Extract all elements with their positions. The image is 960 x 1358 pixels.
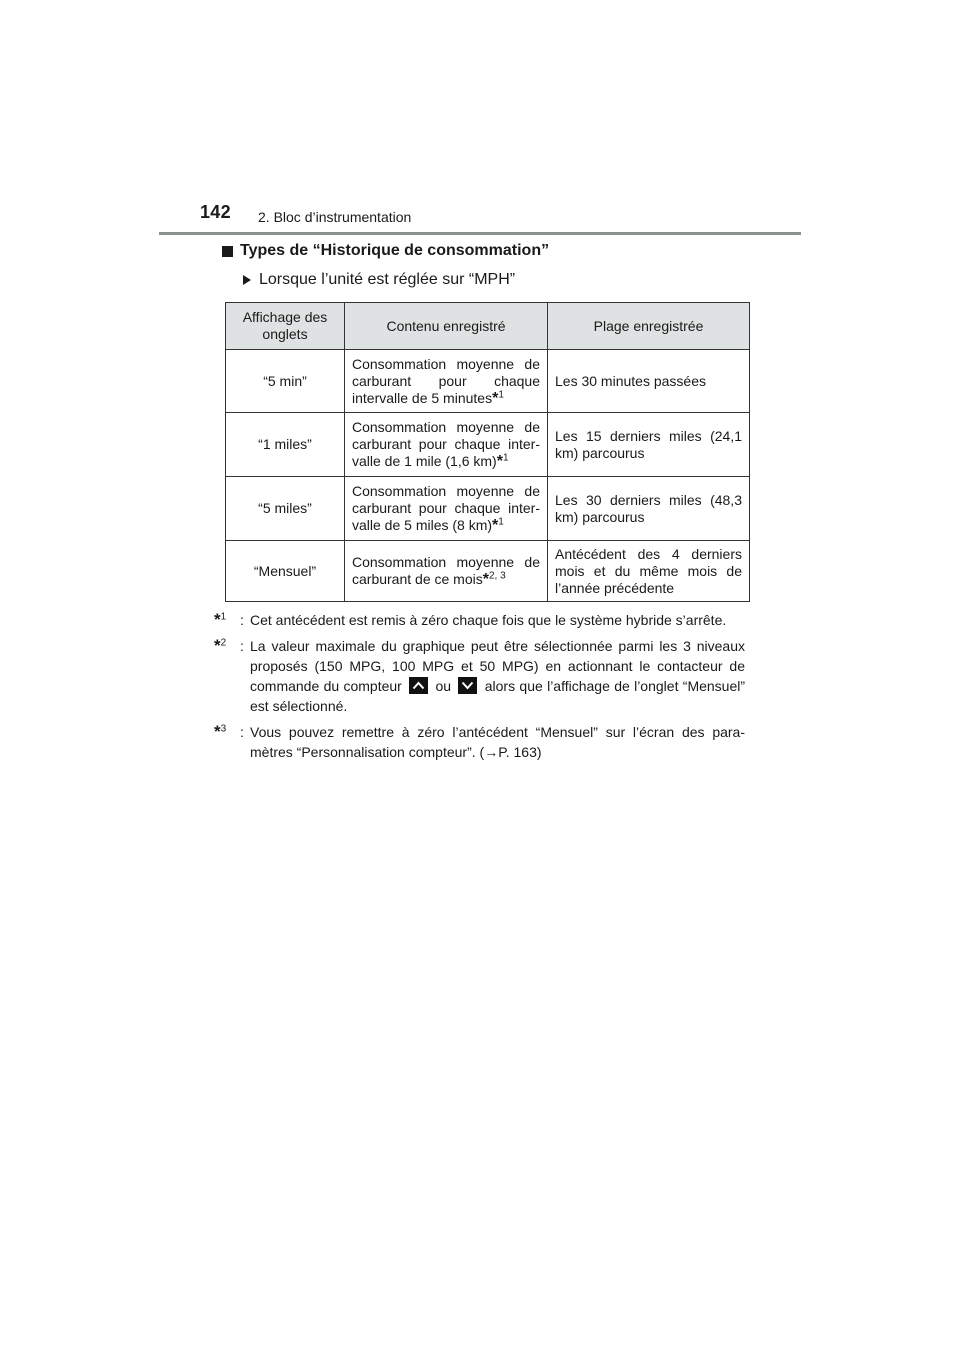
tab-cell: “Mensuel” (226, 541, 345, 602)
footnote-colon: : (240, 724, 244, 740)
tab-cell: “5 min” (226, 350, 345, 413)
content-cell (345, 413, 548, 477)
footnote-marker: *$^2$ (214, 636, 227, 655)
content-cell (345, 350, 548, 413)
footnote-1 (214, 610, 745, 630)
range-cell (548, 413, 750, 477)
footnote-colon: : (240, 612, 244, 628)
footnote-ref: 2, 3 (488, 570, 506, 582)
section-heading (222, 242, 549, 260)
range-cell (548, 541, 750, 602)
footnote-3 (214, 722, 745, 762)
footnote-text: La valeur maximale du graphique peut être sélectionnée parmi les 3 niveaux proposés (150 MPG, 100 MPG et 50 MPG) en actionnant le contacteur de commande du compteur ou alors que l’affichage de l’onglet “Mensuel” est sélectionné. (250, 638, 746, 714)
content-text: Consommation moyenne de carburant pour chaque inter-valle de 5 miles (8 km) (352, 483, 540, 533)
footnotes (214, 610, 745, 768)
footnote-marker: *$^1$ (214, 610, 227, 629)
table-row (226, 350, 750, 413)
footnote-star: * (496, 453, 503, 470)
table-row (226, 477, 750, 541)
footnote-text: Cet antécédent est remis à zéro chaque fois que le système hybride s’arrête. (250, 612, 727, 628)
range-text: Les 30 derniers miles (48,3 km) parcourus (555, 491, 742, 525)
range-text: Antécédent des 4 derniers mois et du même mois de l’année précédente (555, 545, 742, 596)
section-heading-text: Types de “Historique de consommation” (240, 242, 550, 259)
range-cell (548, 477, 750, 541)
header-recorded-content: Contenu enregistré (345, 303, 548, 350)
chevron-down-icon (458, 677, 477, 694)
page-number: 142 (200, 202, 231, 222)
header-divider (159, 232, 801, 235)
chevron-up-icon (409, 677, 428, 694)
square-bullet-icon (222, 246, 233, 257)
sub-heading-text: Lorsque l’unité est réglée sur “MPH” (259, 271, 516, 288)
footnote-ref: 1 (498, 388, 504, 400)
triangle-bullet-icon (243, 275, 251, 285)
range-text: Les 30 minutes passées (555, 372, 706, 389)
content-text: Consommation moyenne de carburant pour chaque intervalle de 5 minutes (352, 355, 540, 406)
content-text: Consommation moyenne de carburant de ce mois (352, 554, 540, 587)
footnote-text: Vous pouvez remettre à zéro l’antécédent “Mensuel” sur l’écran des para-mètres “Personnalisation compteur”. (→P. 163) (250, 724, 745, 760)
content-cell (345, 541, 548, 602)
footnote-star: * (492, 389, 499, 407)
sub-heading (243, 271, 515, 289)
footnote-star: * (492, 517, 499, 534)
footnote-colon: : (240, 638, 244, 654)
arrow-icon: → (484, 744, 499, 760)
header-recorded-range: Plage enregistrée (548, 303, 750, 350)
content-cell (345, 477, 548, 541)
footnote-2 (214, 636, 745, 716)
history-table (225, 302, 750, 602)
footnote-marker: *$^3$ (214, 722, 227, 741)
header-tab-display: Affichage des onglets (226, 303, 345, 350)
table-header-row (226, 303, 750, 350)
tab-cell: “1 miles” (226, 413, 345, 477)
table-row (226, 413, 750, 477)
footnote-ref: 1 (498, 516, 504, 528)
table-row (226, 541, 750, 602)
range-cell (548, 350, 750, 413)
footnote-ref: 1 (502, 452, 509, 464)
chapter-title: 2. Bloc d’instrumentation (258, 209, 412, 225)
range-text: Les 15 derniers miles (24,1 km) parcourus (555, 427, 742, 461)
content-text: Consommation moyenne de carburant pour chaque inter-valle de 1 mile (1,6 km) (352, 419, 540, 469)
footnote-star: * (482, 571, 489, 588)
tab-cell: “5 miles” (226, 477, 345, 541)
